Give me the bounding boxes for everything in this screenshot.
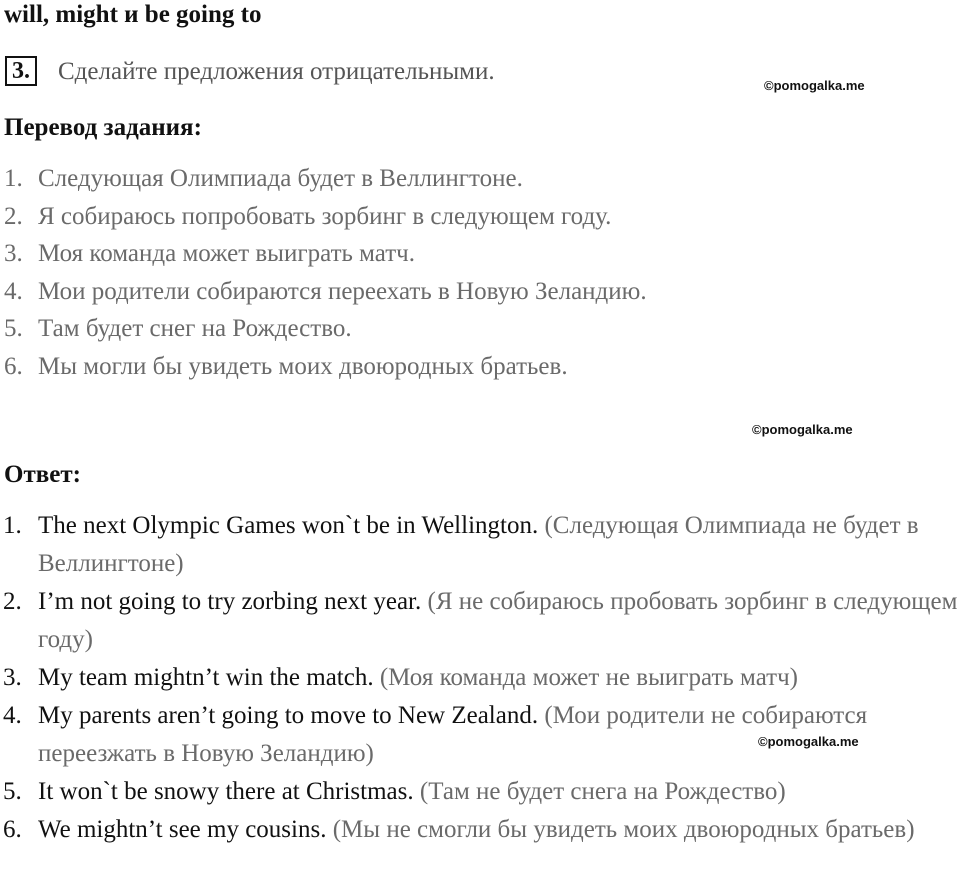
list-item <box>0 583 960 659</box>
list-item <box>0 811 960 849</box>
translation-list <box>4 160 647 385</box>
item-number: 4. <box>3 702 22 729</box>
answer-sentence: The next Olympic Games won`t be in Wellington. <box>38 512 539 539</box>
list-item <box>4 198 647 236</box>
item-text: Мы могли бы увидеть моих двоюродных братьев. <box>38 352 568 380</box>
watermark: ©pomogalka.me <box>764 78 865 93</box>
list-item <box>4 348 647 386</box>
item-text: Я собираюсь попробовать зорбинг в следующем году. <box>38 202 612 230</box>
list-item <box>0 773 960 811</box>
item-text: Мои родители собираются переехать в Новую Зеландию. <box>38 277 647 305</box>
answer-heading: Ответ: <box>4 461 81 488</box>
answer-sentence: I’m not going to try zorbing next year. <box>38 588 422 615</box>
watermark: ©pomogalka.me <box>758 734 859 749</box>
item-text: Там будет снег на Рождество. <box>38 315 352 342</box>
item-number: 5. <box>4 315 23 342</box>
page-title: will, might и be going to <box>4 1 262 28</box>
answer-sentence: We mightn’t see my cousins. <box>38 816 327 843</box>
list-item <box>0 507 960 583</box>
list-item <box>4 235 647 273</box>
answer-translation: (Мы не смогли бы увидеть моих двоюродных братьев) <box>332 816 915 843</box>
answer-translation: (Мои родители не собираются переезжать в Новую Зеландию) <box>38 702 868 767</box>
answer-translation: (Я не собираюсь пробовать зорбинг в следующем году) <box>38 588 958 653</box>
item-number: 2. <box>3 588 22 615</box>
answer-translation: (Следующая Олимпиада не будет в Веллингтоне) <box>38 512 919 577</box>
task-number-box: 3. <box>5 56 37 86</box>
item-number: 4. <box>4 277 23 305</box>
answer-translation: (Моя команда может не выиграть матч) <box>379 664 798 691</box>
list-item <box>4 160 647 198</box>
answer-sentence: My team mightn’t win the match. <box>38 664 374 691</box>
item-number: 1. <box>3 512 22 539</box>
item-number: 2. <box>4 202 23 230</box>
list-item <box>0 659 960 697</box>
item-number: 6. <box>3 816 22 843</box>
item-number: 6. <box>4 352 23 380</box>
item-text: Моя команда может выиграть матч. <box>38 240 415 267</box>
answer-sentence: My parents aren’t going to move to New Zealand. <box>38 702 539 729</box>
item-number: 3. <box>3 664 22 691</box>
answer-sentence: It won`t be snowy there at Christmas. <box>38 778 414 805</box>
item-number: 5. <box>3 778 22 805</box>
item-text: Следующая Олимпиада будет в Веллингтоне. <box>38 165 523 192</box>
item-number: 1. <box>4 165 23 192</box>
answer-list <box>0 507 960 849</box>
list-item <box>4 273 647 311</box>
task-instruction: Сделайте предложения отрицательными. <box>58 58 495 85</box>
item-number: 3. <box>4 240 23 267</box>
answer-translation: (Там не будет снега на Рождество) <box>419 778 786 805</box>
watermark: ©pomogalka.me <box>752 422 853 437</box>
translation-heading: Перевод задания: <box>4 114 202 141</box>
list-item <box>4 310 647 348</box>
